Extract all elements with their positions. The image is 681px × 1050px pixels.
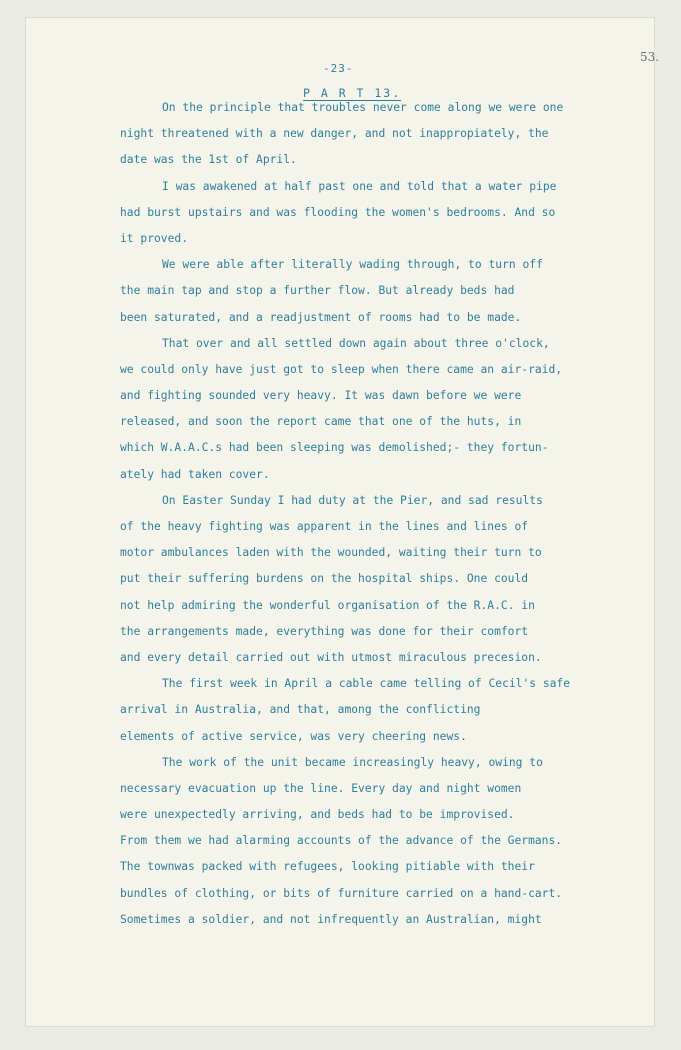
text-line: the arrangements made, everything was done for their comfort <box>120 624 529 638</box>
page-number: -23- <box>323 62 354 75</box>
text-line: and fighting sounded very heavy. It was dawn before we were <box>120 389 522 403</box>
text-line: We were able after literally wading through, to turn off <box>162 258 543 272</box>
text-line: and every detail carried out with utmost miraculous precesion. <box>120 650 542 664</box>
text-line: not help admiring the wonderful organisation of the R.A.C. in <box>120 598 535 612</box>
text-line: The work of the unit became increasingly heavy, owing to <box>162 755 543 769</box>
text-line: From them we had alarming accounts of the advance of the Germans. <box>120 834 563 848</box>
text-line: had burst upstairs and was flooding the women's bedrooms. And so <box>120 205 556 219</box>
text-line: night threatened with a new danger, and not inappropiately, the <box>120 127 549 141</box>
text-line: released, and soon the report came that one of the huts, in <box>120 415 522 429</box>
folio-number: 53. <box>640 50 660 64</box>
text-line: Sometimes a soldier, and not infrequently an Australian, might <box>120 912 542 926</box>
text-line: That over and all settled down again about three o'clock, <box>162 336 550 350</box>
text-line: ately had taken cover. <box>120 467 270 481</box>
text-line: elements of active service, was very cheering news. <box>120 729 467 743</box>
body-text <box>120 95 640 933</box>
text-line: we could only have just got to sleep when there came an air-raid, <box>120 362 563 376</box>
part-title: P A R T 13. <box>303 86 402 100</box>
text-line: were unexpectedly arriving, and beds had to be improvised. <box>120 808 515 822</box>
text-line: necessary evacuation up the line. Every day and night women <box>120 781 522 795</box>
text-line: been saturated, and a readjustment of rooms had to be made. <box>120 310 522 324</box>
text-line: The first week in April a cable came telling of Cecil's safe <box>162 677 571 691</box>
text-line: it proved. <box>120 231 189 245</box>
text-line: bundles of clothing, or bits of furniture carried on a hand-cart. <box>120 886 563 900</box>
text-line: arrival in Australia, and that, among the conflicting <box>120 703 481 717</box>
text-line: put their suffering burdens on the hospital ships. One could <box>120 572 529 586</box>
text-line: I was awakened at half past one and told that a water pipe <box>162 179 557 193</box>
text-line: the main tap and stop a further flow. But already beds had <box>120 284 515 298</box>
text-line: The townwas packed with refugees, looking pitiable with their <box>120 860 535 874</box>
text-line: motor ambulances laden with the wounded, waiting their turn to <box>120 546 542 560</box>
text-line: On Easter Sunday I had duty at the Pier, and sad results <box>162 493 543 507</box>
text-line: which W.A.A.C.s had been sleeping was demolished;- they fortun- <box>120 441 549 455</box>
text-line: of the heavy fighting was apparent in the lines and lines of <box>120 520 529 533</box>
text-line: On the principle that troubles never come along we were one <box>162 101 564 114</box>
text-line: date was the 1st of April. <box>120 153 297 167</box>
